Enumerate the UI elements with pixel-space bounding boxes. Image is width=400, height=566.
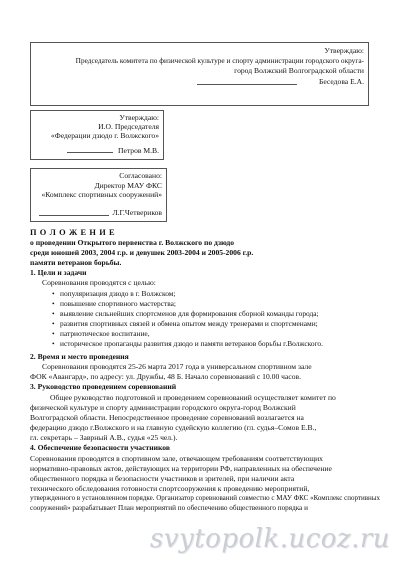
goal-item: • популяризация дзюдо в г. Волжском; [52,289,176,298]
agreed-line-1: Директор МАУ ФКС [94,181,162,190]
section-1-lead: Соревнования проводятся с целью: [42,278,156,287]
bullet-icon: • [52,339,55,348]
approval-title: Утверждаю: [324,46,364,55]
signature-line [197,84,297,85]
section-4-line: сооружений» разрабатывает План мероприятий по обеспечению общественного порядка и [30,504,308,512]
approval-signer: Петров М.В. [118,146,159,155]
section-4-line: общественного порядка и безопасности участников и зрителей, при наличии акта [30,474,295,483]
section-2-line-2: ФОК «Авангард», по адресу: ул. Дружбы, 48 Б. Начало соревнований с 10.00 часов. [30,372,301,381]
goal-item: • выявление сильнейших спортсменов для формирования сборной команды города; [52,309,319,318]
agreed-title: Согласовано: [119,171,162,180]
bullet-icon: • [52,319,55,328]
approval-line-2: «Федерации дзюдо г. Волжского» [50,131,159,140]
agreed-signer: Л.Г.Четвериков [112,208,162,217]
intro-line-1: о проведении Открытого первенства г. Волжского по дзюдо [30,238,235,247]
section-4-line: Соревнования проводятся в спортивном зале, отвечающем требованиям соответствующих [30,454,323,463]
section-2-line-1: Соревнования проводятся 25-26 марта 2017 года в универсальном спортивном зале [42,362,312,371]
bullet-icon: • [52,289,55,298]
approval-box-committee [30,42,369,106]
goal-item: • развития спортивных связей и обмена опытом между тренерами и спортсменами; [52,319,318,328]
signature-line [39,215,109,216]
approval-line-1: И.О. Председателя [98,122,159,131]
bullet-icon: • [52,299,55,308]
section-4-line: технического обследования готовности спортсооружения к проведению мероприятий, [30,484,310,493]
agreed-line-2: «Комплекс спортивных сооружений» [41,190,162,199]
signature-line [67,152,113,153]
section-3-line: Волгоградской области. Непосредственное проведение соревнований возлагается на [30,413,304,422]
approval-line-1: Председатель комитета по физической культуре и спорту администрации городского округа- [75,56,364,65]
document-heading: П О Л О Ж Е Н И Е [30,228,116,237]
section-1-title: 1. Цели и задачи [30,268,87,277]
section-3-line: гл. секретарь – Заврный А.В., судья «25 чел.). [30,433,178,442]
bullet-icon: • [52,329,55,338]
intro-line-2: среди юношей 2003, 2004 г.р. и девушек 2003-2004 и 2005-2006 г.р. [30,248,254,257]
section-3-line: физической культуре и спорту администрации городского округа-город Волжский [30,403,296,412]
section-4-line: нормативно-правовых актов, действующих на территории РФ, направленных на обеспечение [30,464,332,473]
watermark: svytopolk.ucoz.ru [150,524,391,554]
approval-signer: Беседова Е.А. [319,77,364,86]
agreed-box [30,168,167,222]
section-3-title: 3. Руководство проведением соревнований [30,382,177,391]
goal-item: • историческое пропаганды развития дзюдо и памяти ветеранов борьбы г.Волжского. [52,339,323,348]
section-4-title: 4. Обеспечение безопасности участников [30,443,170,452]
bullet-icon: • [52,309,55,318]
section-3-line: Общее руководство подготовкой и проведением соревнований осуществляет комитет по [50,393,336,402]
section-2-title: 2. Время и место проведения [30,352,129,361]
section-4-line: утвержденного в установленном порядке. Организатор соревнований совместно с МАУ ФКС «Комплекс спортивных [30,494,380,502]
section-3-line: федерацию дзюдо г.Волжского и на главную судейскую коллегию (гл. судья–Сомов Е.В., [30,423,317,432]
approval-line-2: город Волжский Волгоградской области [234,66,364,75]
goal-item: • патриотическое воспитание, [52,329,150,338]
intro-line-3: памяти ветеранов борьбы. [30,258,122,267]
goal-item: • повышение спортивного мастерства; [52,299,176,308]
approval-title: Утверждаю: [119,113,159,122]
approval-box-federation [30,110,164,160]
